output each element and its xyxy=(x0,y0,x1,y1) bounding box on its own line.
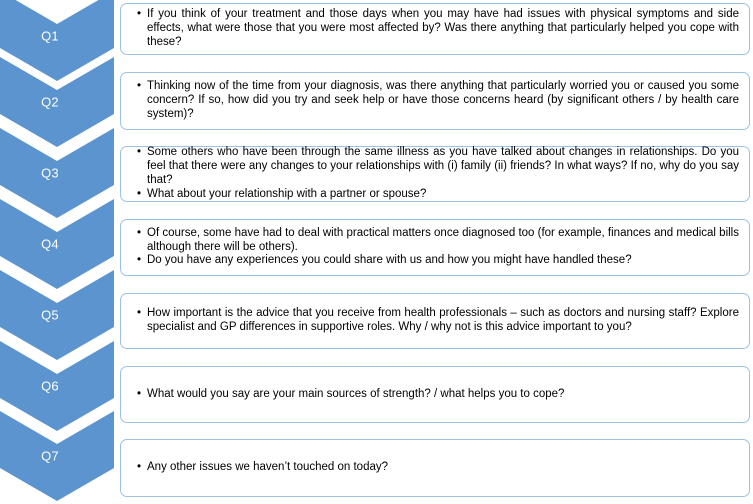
chevron-label: Q2 xyxy=(41,94,59,110)
question-bullet-item: • Thinking now of the time from your diagnosis, was there anything that particularly worried you or caused you some concern? If so, how did you try and seek help or have those concerns heard (by significant others / by health care system)? xyxy=(137,80,739,121)
question-bullet-list xyxy=(137,227,739,268)
question-box xyxy=(120,439,750,497)
question-bullet-item: • Do you have any experiences you could share with us and how you might have handled these? xyxy=(137,254,739,268)
chevron-label: Q7 xyxy=(41,448,59,464)
question-bullet-item: • If you think of your treatment and those days when you may have had issues with physical symptoms and side effects, what were those that you were most affected by? Was there anything that particularly helped you cope with these? xyxy=(137,8,739,49)
question-bullet-list xyxy=(137,80,739,121)
question-bullet-list xyxy=(137,307,739,335)
question-bullet-list xyxy=(137,461,739,475)
question-bullet-item: • How important is the advice that you receive from health professionals – such as doctors and nursing staff? Explore specialist and GP differences in supportive roles. Why / why not is this advice important to you? xyxy=(137,307,739,335)
question-bullet-list xyxy=(137,146,739,201)
question-bullet-item: • Some others who have been through the same illness as you have talked about changes in relationships. Do you feel that there were any changes to your relationships with (i) family (ii) friends? In what ways? If no, why do you say that? xyxy=(137,146,739,187)
question-box xyxy=(120,366,750,423)
question-box xyxy=(120,72,750,130)
question-bullet-list xyxy=(137,388,739,402)
question-bullet-item: • Any other issues we haven’t touched on today? xyxy=(137,461,739,475)
question-bullet-item: • What about your relationship with a partner or spouse? xyxy=(137,188,739,202)
question-box xyxy=(120,3,750,55)
question-bullet-item: • What would you say are your main sources of strength? / what helps you to cope? xyxy=(137,388,739,402)
question-box xyxy=(120,293,750,349)
chevron-label: Q1 xyxy=(41,28,59,44)
chevron-label: Q5 xyxy=(41,307,59,323)
chevron-label: Q6 xyxy=(41,378,59,394)
question-bullet-item: • Of course, some have had to deal with practical matters once diagnosed too (for example, finances and medical bills although there will be others). xyxy=(137,227,739,255)
question-bullet-list xyxy=(137,8,739,49)
question-box xyxy=(120,219,750,276)
question-box xyxy=(120,146,750,202)
chevron-label: Q3 xyxy=(41,165,59,181)
chevron-arrow xyxy=(0,411,114,501)
chevron-label: Q4 xyxy=(41,236,59,252)
